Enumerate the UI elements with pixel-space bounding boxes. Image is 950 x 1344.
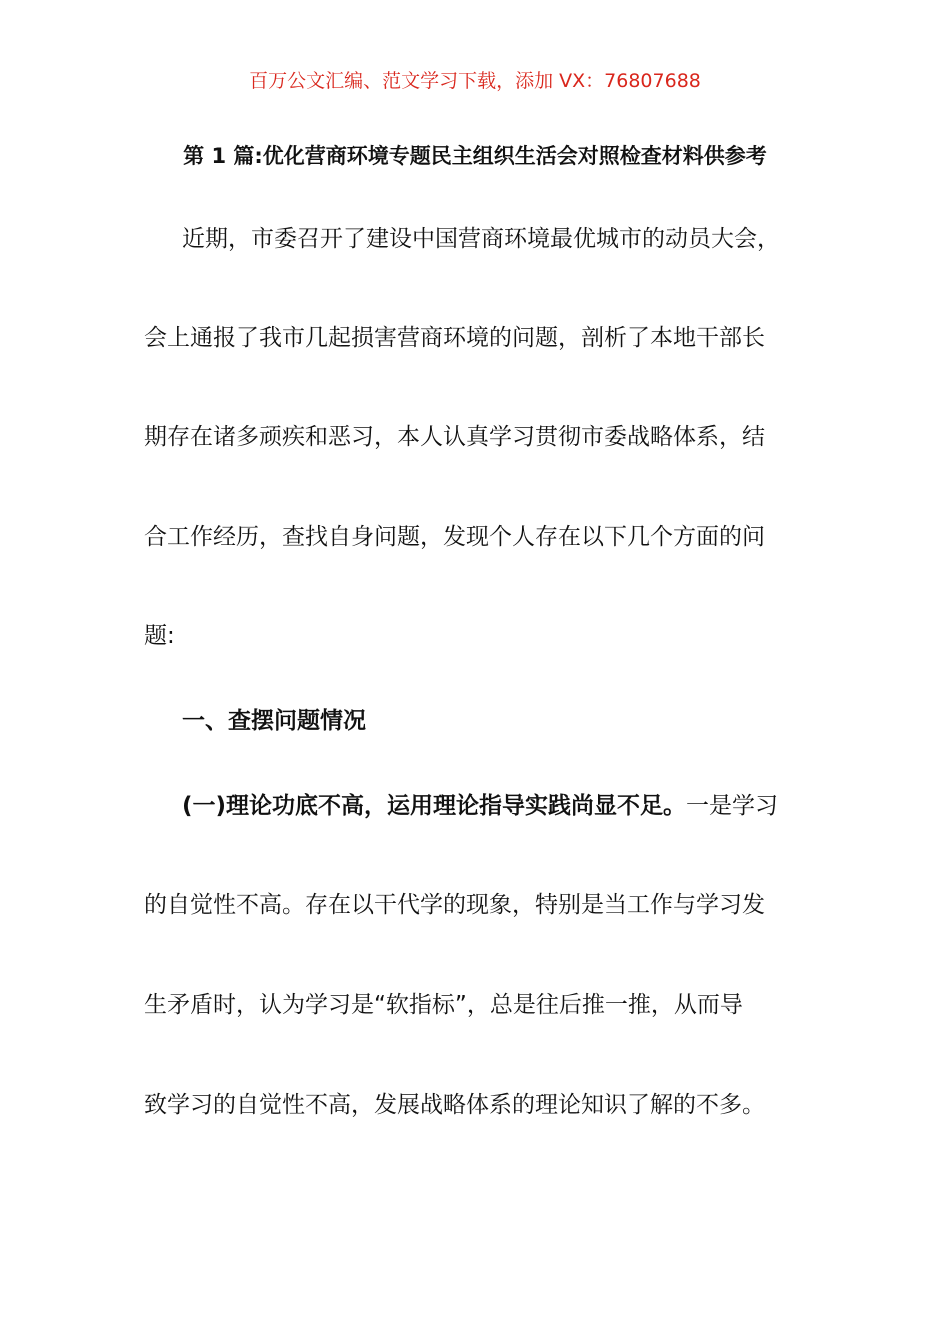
intro-line-4: 合工作经历，查找自身问题，发现个人存在以下几个方面的问 — [144, 524, 765, 550]
section-heading: 一、查摆问题情况 — [182, 708, 366, 734]
subsection-first-line — [182, 789, 778, 823]
subsection-line-4: 致学习的自觉性不高，发展战略体系的理论知识了解的不多。 — [144, 1092, 765, 1118]
subsection-lead-rest: 一是学习 — [686, 793, 779, 819]
promo-header: 百万公文汇编、范文学习下载，添加 VX：76807688 — [249, 70, 701, 92]
subsection-bold-lead: (一)理论功底不高，运用理论指导实践尚显不足。 — [182, 793, 687, 819]
subsection-line-3: 生矛盾时，认为学习是“软指标”，总是往后推一推，从而导 — [144, 992, 743, 1018]
subsection-line-2: 的自觉性不高。存在以干代学的现象，特别是当工作与学习发 — [144, 892, 765, 918]
intro-line-5: 题: — [144, 623, 175, 649]
intro-line-2: 会上通报了我市几起损害营商环境的问题，剖析了本地干部长 — [144, 325, 765, 351]
intro-line-1: 近期，市委召开了建设中国营商环境最优城市的动员大会， — [182, 226, 780, 252]
document-title: 第 1 篇:优化营商环境专题民主组织生活会对照检查材料供参考 — [183, 144, 767, 168]
intro-line-3: 期存在诸多顽疾和恶习，本人认真学习贯彻市委战略体系，结 — [144, 424, 765, 450]
